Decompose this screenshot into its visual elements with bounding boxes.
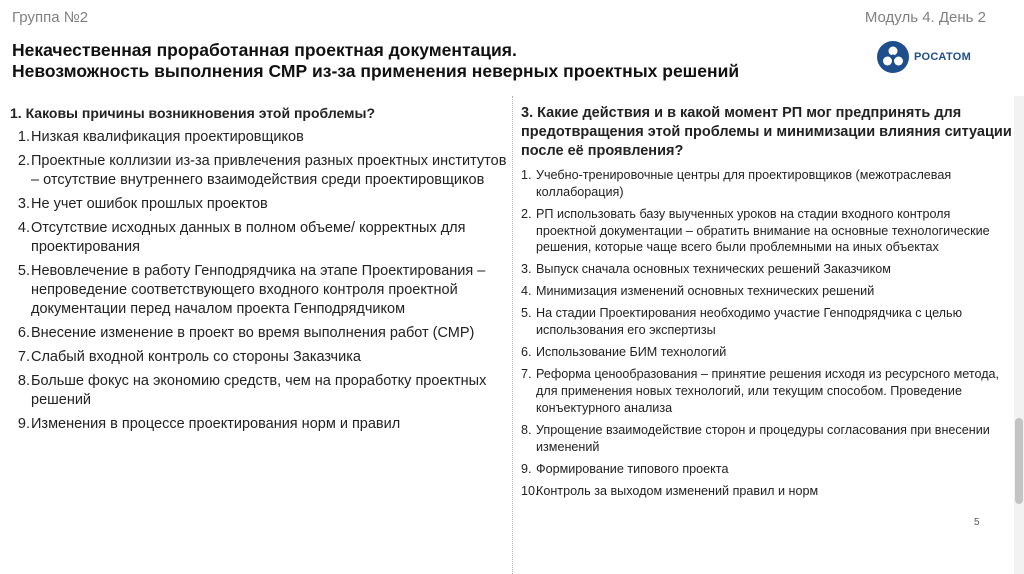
item-number: 2. <box>521 206 532 221</box>
item-number: 10. <box>521 483 539 498</box>
list-item <box>521 461 1013 478</box>
scrollbar-thumb[interactable] <box>1015 418 1023 504</box>
actions-column <box>521 104 1013 505</box>
column-divider <box>512 96 513 574</box>
item-number: 8. <box>521 422 532 437</box>
item-text: Не учет ошибок прошлых проектов <box>31 196 268 212</box>
item-number: 8. <box>17 373 30 389</box>
item-number: 7. <box>17 349 30 365</box>
list-item <box>521 483 1013 500</box>
item-number: 2. <box>17 153 30 169</box>
item-text: Внесение изменение в проект во время выполнения работ (СМР) <box>31 325 475 341</box>
item-number: 6. <box>521 345 532 360</box>
actions-list <box>521 167 1013 499</box>
header-module-label: Модуль 4. День 2 <box>864 9 986 26</box>
item-number: 9. <box>17 416 30 432</box>
list-item <box>10 372 508 410</box>
slide-title <box>12 40 902 82</box>
item-number: 4. <box>521 284 532 299</box>
item-number: 5. <box>521 306 532 321</box>
causes-list <box>10 128 508 434</box>
list-item <box>521 344 1013 361</box>
list-item <box>521 283 1013 300</box>
list-item <box>521 422 1013 455</box>
causes-column <box>10 104 508 439</box>
item-number: 3. <box>17 196 30 212</box>
item-number: 3. <box>521 262 532 277</box>
list-item <box>521 261 1013 278</box>
page-number: 5 <box>974 517 980 528</box>
causes-heading: 1. Каковы причины возникновения этой проблемы? <box>10 105 375 121</box>
item-number: 1. <box>17 129 30 145</box>
title-line-1: Некачественная проработанная проектная документация. <box>12 40 517 60</box>
list-item <box>521 206 1013 256</box>
item-text: Выпуск сначала основных технических решений Заказчиком <box>536 262 891 277</box>
item-number: 7. <box>521 367 532 382</box>
item-text: Контроль за выходом изменений правил и норм <box>536 483 819 498</box>
item-text: Слабый входной контроль со стороны Заказчика <box>31 349 361 365</box>
list-item <box>10 128 508 147</box>
list-item <box>521 167 1013 200</box>
item-text: РП использовать базу выученных уроков на стадии входного контроля проектной документации – обратить внимание на основные технологические решения, которые чаще всего были проблемными на иных объектах <box>536 206 990 255</box>
item-text: Реформа ценообразования – принятие решения исходя из ресурсного метода, для применения новых технологий, или текущим способом. Проведение конъектурного анализа <box>536 367 1000 415</box>
rosatom-logo <box>876 40 986 74</box>
item-text: Низкая квалификация проектировщиков <box>31 129 304 145</box>
list-item <box>10 324 508 343</box>
item-text: Упрощение взаимодействие сторон и процедуры согласования при внесении изменений <box>536 422 990 454</box>
item-number: 1. <box>521 168 532 182</box>
item-text: Больше фокус на экономию средств, чем на проработку проектных решений <box>31 373 487 408</box>
rosatom-logo-text: РОСАТОМ <box>914 51 972 63</box>
item-number: 6. <box>17 325 30 341</box>
list-item <box>10 219 508 257</box>
item-text: Минимизация изменений основных технических решений <box>536 284 875 299</box>
list-item <box>521 305 1013 338</box>
rosatom-emblem-icon <box>876 40 910 74</box>
item-text: Использование БИМ технологий <box>536 345 727 360</box>
header-group-label: Группа №2 <box>12 9 89 26</box>
actions-heading: 3. Какие действия и в какой момент РП мог предпринять для предотвращения этой проблемы и минимизации влияния ситуации после её проявления? <box>521 105 1012 159</box>
item-text: Изменения в процессе проектирования норм и правил <box>31 416 401 432</box>
item-number: 9. <box>521 461 532 476</box>
item-text: Формирование типового проекта <box>536 461 729 476</box>
list-item <box>10 348 508 367</box>
item-number: 4. <box>17 220 30 236</box>
list-item <box>10 262 508 319</box>
list-item <box>10 195 508 214</box>
item-text: На стадии Проектирования необходимо участие Генподрядчика с целью использования его экспертизы <box>536 306 963 338</box>
item-text: Отсутствие исходных данных в полном объеме/ корректных для проектирования <box>31 220 466 255</box>
list-item <box>521 366 1013 416</box>
item-number: 5. <box>17 263 30 279</box>
item-text: Проектные коллизии из-за привлечения разных проектных институтов – отсутствие внутреннего взаимодействия среди проектировщиков <box>31 153 507 188</box>
list-item <box>10 415 508 434</box>
title-line-2: Невозможность выполнения СМР из-за применения неверных проектных решений <box>12 61 740 81</box>
item-text: Учебно-тренировочные центры для проектировщиков (межотраслевая коллаборация) <box>536 168 952 199</box>
item-text: Невовлечение в работу Генподрядчика на этапе Проектирования – непроведение соответствующего входного контроля проектной документации перед началом проекта Генподрядчиком <box>31 263 486 317</box>
list-item <box>10 152 508 190</box>
